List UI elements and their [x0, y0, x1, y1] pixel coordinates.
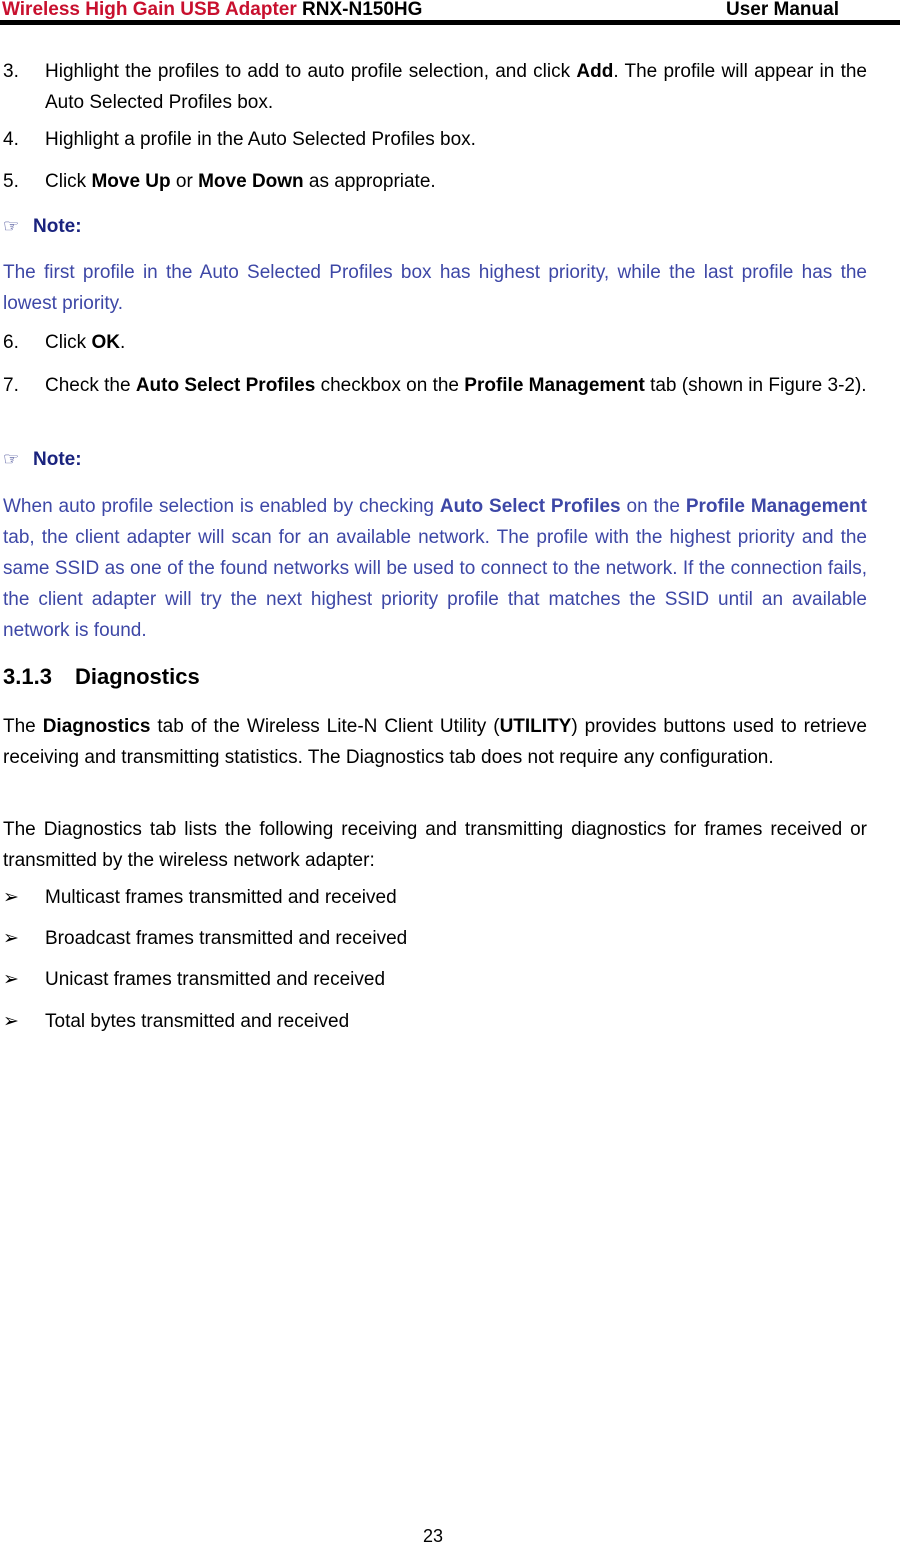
step-text: Click OK.	[45, 332, 126, 353]
header-model: RNX-N150HG	[302, 0, 423, 20]
note-label: Note:	[33, 449, 82, 470]
note-label: Note:	[33, 216, 82, 237]
step-text: Click Move Up or Move Down as appropriate.	[45, 171, 436, 192]
step-number: 7.	[3, 375, 19, 396]
list-item: ➢ Broadcast frames transmitted and received	[3, 923, 407, 954]
step-text: Check the Auto Select Profiles checkbox on the Profile Management tab (shown in Figure 3-2).	[45, 375, 867, 396]
pointing-hand-icon: ☞	[3, 216, 20, 236]
arrow-bullet-icon: ➢	[3, 887, 19, 908]
note-1-text: The first profile in the Auto Selected Profiles box has highest priority, while the last profile has the lowest priority.	[3, 262, 867, 314]
step-5	[3, 166, 867, 197]
step-number: 6.	[3, 332, 19, 353]
step-text: Highlight a profile in the Auto Selected Profiles box.	[45, 129, 476, 150]
step-4	[3, 124, 867, 155]
step-number: 5.	[3, 171, 19, 192]
page-number: 23	[422, 1526, 444, 1546]
diagnostics-intro-paragraph: The Diagnostics tab of the Wireless Lite-N Client Utility (UTILITY) provides buttons used to retrieve receiving and transmitting statistics. The Diagnostics tab does not require any configuration.	[3, 716, 867, 768]
step-3	[3, 56, 867, 118]
header-doc-type: User Manual	[726, 0, 839, 20]
arrow-bullet-icon: ➢	[3, 1011, 19, 1032]
list-item: ➢ Multicast frames transmitted and received	[3, 882, 397, 913]
step-7	[3, 370, 867, 401]
section-heading	[3, 662, 200, 692]
header-product-name: Wireless High Gain USB Adapter	[2, 0, 297, 20]
step-6	[3, 327, 867, 358]
step-number: 3.	[3, 61, 19, 82]
list-item: ➢ Unicast frames transmitted and received	[3, 964, 385, 995]
arrow-bullet-icon: ➢	[3, 969, 19, 990]
step-number: 4.	[3, 129, 19, 150]
pointing-hand-icon: ☞	[3, 449, 20, 469]
section-number: 3.1.3	[3, 664, 52, 689]
note-2-text: When auto profile selection is enabled by checking Auto Select Profiles on the Profile Management tab, the client adapter will scan for an available network. The profile with the highest priority and the same SSID as one of the found networks will be used to connect to the network. If the connection fails, the client adapter will try the next highest priority profile that matches the SSID until an available network is found.	[3, 496, 867, 641]
header-title	[2, 0, 422, 20]
list-item: ➢ Total bytes transmitted and received	[3, 1006, 349, 1037]
page-header	[0, 0, 900, 26]
note-2-title	[3, 444, 82, 475]
diagnostics-list-intro: The Diagnostics tab lists the following receiving and transmitting diagnostics for frames received or transmitted by the wireless network adapter:	[3, 819, 867, 871]
header-rule	[0, 20, 900, 25]
arrow-bullet-icon: ➢	[3, 928, 19, 949]
section-title: Diagnostics	[75, 664, 200, 689]
note-1-title	[3, 211, 82, 242]
step-text: Highlight the profiles to add to auto profile selection, and click Add. The profile will appear in the Auto Selected Profiles box.	[45, 61, 867, 113]
